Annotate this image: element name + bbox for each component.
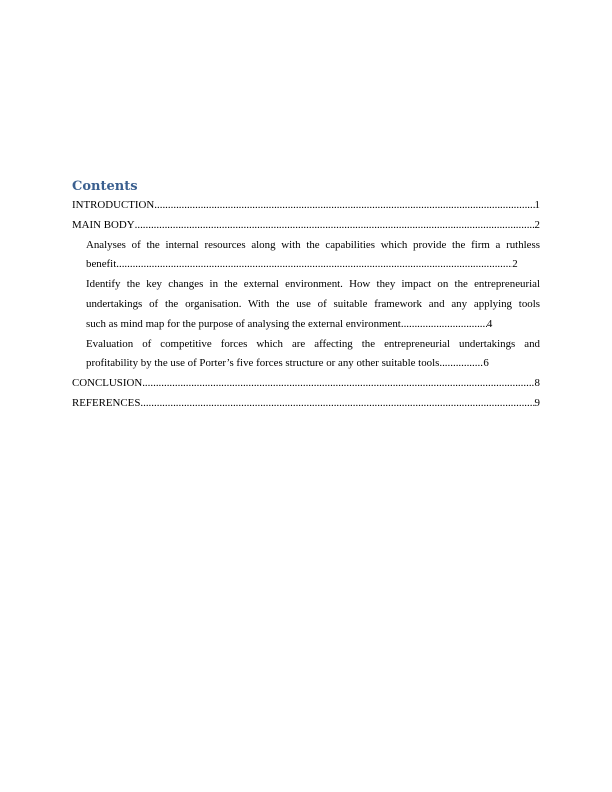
toc-leader-dots xyxy=(142,374,534,394)
toc-leader-dots xyxy=(401,315,487,335)
toc-leader-dots xyxy=(116,255,512,275)
toc-entry-label: such as mind map for the purpose of analysing the external environment xyxy=(86,317,401,330)
toc-entry-introduction[interactable] xyxy=(72,196,540,216)
toc-page-number: 6 xyxy=(483,357,489,370)
toc-page-number: 2 xyxy=(512,258,518,271)
toc-entry-line: Analyses of the internal resources along with the capabilities which provide the firm a ruthless xyxy=(86,238,540,251)
toc-page-number: 9 xyxy=(534,396,540,409)
toc-page-number: 4 xyxy=(486,317,493,330)
toc-page-number: 1 xyxy=(534,199,540,211)
toc-entry-label: REFERENCES xyxy=(72,396,141,409)
toc-entry-references[interactable] xyxy=(72,394,540,414)
toc-title: Contents xyxy=(72,179,138,194)
toc-leader-dots xyxy=(154,196,534,216)
toc-entry-label: INTRODUCTION xyxy=(72,199,155,211)
toc-leader-dots xyxy=(135,216,535,236)
toc-entry-competitive-forces[interactable] xyxy=(72,335,540,375)
toc-page-number: 2 xyxy=(534,218,540,231)
toc-page-number: 8 xyxy=(534,377,540,390)
toc-leader-dots xyxy=(140,394,534,414)
toc-entry-label: profitability by the use of Porter’s five forces structure or any other suitable tools xyxy=(86,357,440,370)
toc-entry-main-body[interactable] xyxy=(72,216,540,236)
table-of-contents xyxy=(72,178,540,414)
toc-entry-line: undertakings of the organisation. With the use of suitable framework and any applying tools xyxy=(86,297,540,310)
toc-entry-line: Identify the key changes in the external environment. How they impact on the entrepreneurial xyxy=(86,278,540,291)
toc-entry-label: MAIN BODY xyxy=(72,218,135,231)
toc-entry-last-line xyxy=(72,255,540,275)
toc-entry-label: CONCLUSION xyxy=(72,377,143,390)
toc-entry-last-line xyxy=(72,354,540,374)
toc-entry-conclusion[interactable] xyxy=(72,374,540,394)
toc-entry-external-environment[interactable] xyxy=(72,275,540,334)
toc-entry-last-line xyxy=(72,315,540,335)
toc-entry-label: benefit xyxy=(86,258,117,271)
toc-leader-dots xyxy=(439,354,483,374)
toc-entry-internal-resources[interactable] xyxy=(72,236,540,276)
toc-entry-line: Evaluation of competitive forces which are affecting the entrepreneurial undertakings and xyxy=(86,337,540,350)
